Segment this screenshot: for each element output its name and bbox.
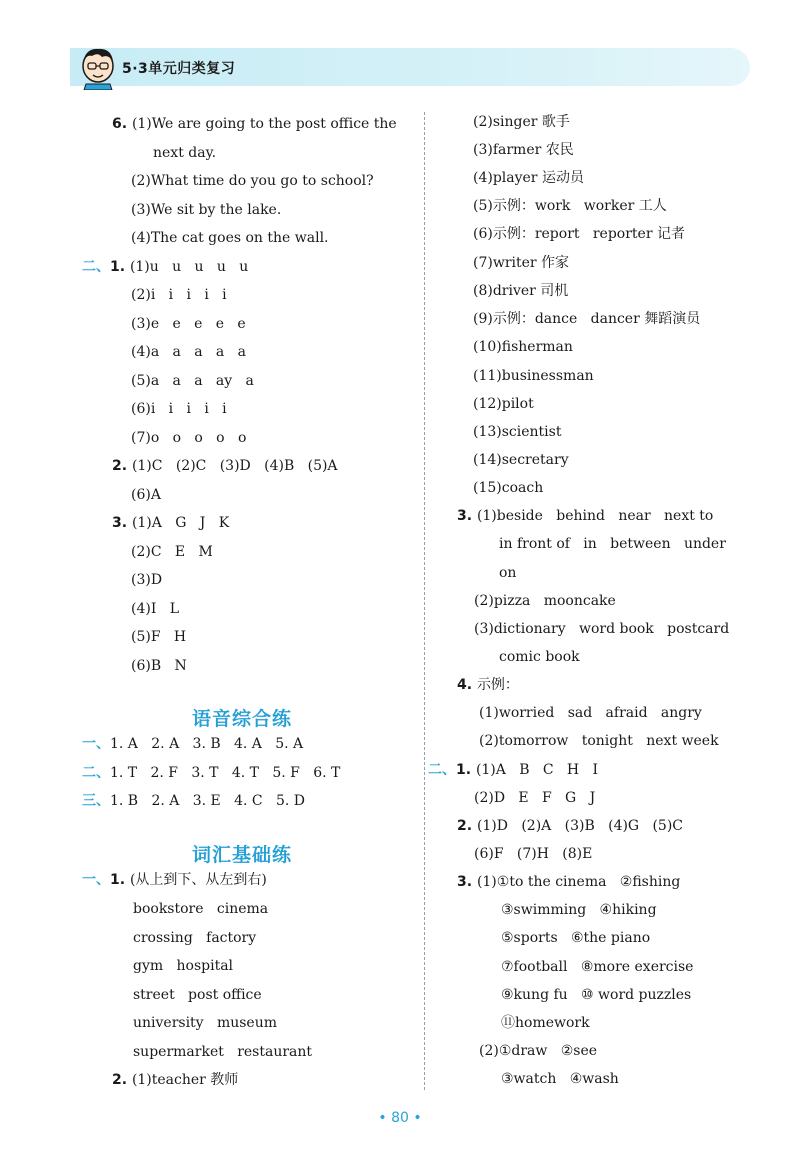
- answer-text: (1)worried sad afraid angry: [479, 705, 702, 721]
- answer-text: (14)secretary: [473, 452, 569, 468]
- answer-line: [501, 957, 693, 977]
- answer-text: (1)We are going to the post office the: [131, 116, 397, 132]
- answer-text: (1)A B C H I: [475, 762, 599, 778]
- answer-line: [473, 224, 685, 244]
- answer-text: (3)e e e e e: [131, 316, 246, 332]
- answer-line: [133, 1013, 277, 1033]
- section-heading-phonics: 语音综合练: [192, 708, 293, 730]
- answer-text: (6)示例：report reporter 记者: [473, 226, 685, 242]
- answer-text: (11)businessman: [473, 368, 594, 384]
- answer-text: (1)D (2)A (3)B (4)G (5)C: [476, 818, 684, 834]
- answer-text: in front of in between under: [499, 536, 726, 552]
- answer-text: (7)writer 作家: [473, 255, 570, 271]
- answer-line: [501, 1013, 590, 1033]
- page-number: • 80 •: [378, 1110, 422, 1126]
- answer-text: comic book: [499, 649, 580, 665]
- answer-line: [501, 900, 657, 920]
- section-marker: 二、: [428, 762, 456, 778]
- answer-line: [473, 394, 534, 414]
- answer-text: 1. A 2. A 3. B 4. A 5. A: [110, 736, 304, 752]
- answer-line: [473, 281, 568, 301]
- page-title: 5·3单元归类复习: [122, 61, 236, 77]
- answer-text: (1)beside behind near next to: [476, 508, 714, 524]
- answer-line: [131, 314, 246, 334]
- answer-text: gym hospital: [133, 958, 234, 974]
- question-number: 2.: [112, 1072, 132, 1088]
- question-number: 4.: [457, 677, 477, 693]
- answer-line: [131, 627, 186, 647]
- answer-line: [473, 478, 543, 498]
- answer-line: [131, 570, 162, 590]
- answer-text: ⑪homework: [501, 1015, 590, 1031]
- answer-line: [473, 450, 569, 470]
- answer-text: (2)pizza mooncake: [474, 593, 616, 609]
- answer-text: (2)tomorrow tonight next week: [479, 733, 719, 749]
- answer-line: [499, 534, 726, 554]
- answer-line: [499, 647, 580, 667]
- question-number: 3.: [457, 874, 477, 890]
- answer-line: [133, 1042, 312, 1062]
- answer-line: [473, 196, 667, 216]
- answer-text: ③swimming ④hiking: [501, 902, 657, 918]
- answer-line: [82, 257, 248, 277]
- answer-line: [131, 656, 187, 676]
- answer-line: [131, 542, 213, 562]
- answer-text: ⑨kung fu ⑩ word puzzles: [501, 987, 692, 1003]
- answer-line: [133, 956, 233, 976]
- answer-text: (2)What time do you go to school?: [131, 173, 374, 189]
- answer-line: [473, 112, 570, 132]
- answer-line: [133, 928, 256, 948]
- answer-line: [474, 844, 592, 864]
- answer-text: (2)①draw ②see: [479, 1043, 598, 1059]
- answer-line: [82, 763, 340, 783]
- answer-text: crossing factory: [133, 930, 257, 946]
- answer-line: [479, 731, 719, 751]
- answer-text: 1. T 2. F 3. T 4. T 5. F 6. T: [110, 765, 341, 781]
- section-marker: 一、: [82, 872, 110, 888]
- answer-line: [457, 816, 683, 836]
- answer-text: (4)a a a a a: [131, 344, 246, 360]
- question-number: 3.: [112, 515, 132, 531]
- answer-line: [457, 675, 519, 695]
- answer-line: [473, 422, 561, 442]
- answer-text: (4)The cat goes on the wall.: [131, 230, 329, 246]
- answer-text: (6)i i i i i: [131, 401, 227, 417]
- answer-text: (5)示例：work worker 工人: [473, 198, 667, 214]
- answer-line: [82, 791, 305, 811]
- section-heading-vocab: 词汇基础练: [192, 844, 293, 866]
- answer-line: [474, 619, 729, 639]
- answer-line: [112, 513, 229, 533]
- answer-line: [153, 143, 216, 163]
- answer-line: [131, 228, 329, 248]
- answer-line: [131, 485, 161, 505]
- answer-text: (6)B N: [131, 658, 187, 674]
- answer-text: university museum: [133, 1015, 277, 1031]
- section-marker: 三、: [82, 793, 110, 809]
- answer-line: [473, 253, 569, 273]
- answer-text: (1)①to the cinema ②fishing: [476, 874, 681, 890]
- answer-text: (2)D E F G J: [474, 790, 596, 806]
- answer-line: [479, 1041, 597, 1061]
- answer-text: (4)player 运动员: [473, 170, 584, 186]
- answer-line: [501, 928, 650, 948]
- answer-line: [131, 599, 179, 619]
- answer-text: (3)dictionary word book postcard: [474, 621, 730, 637]
- answer-line: [112, 456, 338, 476]
- answer-text: (2)C E M: [131, 544, 213, 560]
- answer-line: [82, 870, 267, 890]
- answer-text: (7)o o o o o: [131, 430, 247, 446]
- question-number: 1.: [110, 259, 130, 275]
- answer-text: (3)farmer 农民: [473, 142, 574, 158]
- answer-text: next day.: [153, 145, 217, 161]
- question-number: 3.: [457, 508, 477, 524]
- answer-line: [131, 371, 254, 391]
- answer-text: street post office: [133, 987, 262, 1003]
- answer-line: [131, 171, 374, 191]
- answer-line: [457, 872, 680, 892]
- question-number: 2.: [112, 458, 132, 474]
- answer-text: 示例：: [476, 677, 519, 693]
- answer-text: (1)teacher 教师: [131, 1072, 239, 1088]
- answer-text: (2)singer 歌手: [473, 114, 570, 130]
- answer-text: (5)F H: [131, 629, 187, 645]
- answer-text: bookstore cinema: [133, 901, 269, 917]
- answer-text: (从上到下、从左到右): [129, 872, 267, 888]
- answer-text: (13)scientist: [473, 424, 562, 440]
- answer-line: [131, 285, 227, 305]
- answer-text: (15)coach: [473, 480, 544, 496]
- column-divider: [424, 112, 425, 1090]
- answer-line: [131, 399, 227, 419]
- answer-text: (5)a a a ay a: [131, 373, 254, 389]
- section-marker: 二、: [82, 259, 110, 275]
- question-number: 1.: [110, 872, 130, 888]
- answer-text: (4)I L: [131, 601, 180, 617]
- answer-text: (2)i i i i i: [131, 287, 227, 303]
- answer-text: (6)A: [131, 487, 161, 503]
- answer-text: ⑦football ⑧more exercise: [501, 959, 694, 975]
- answer-line: [457, 506, 713, 526]
- answer-text: (6)F (7)H (8)E: [474, 846, 593, 862]
- question-number: 6.: [112, 116, 132, 132]
- answer-text: (1)u u u u u: [129, 259, 249, 275]
- answer-text: supermarket restaurant: [133, 1044, 313, 1060]
- answer-text: ③watch ④wash: [501, 1071, 619, 1087]
- question-number: 2.: [457, 818, 477, 834]
- answer-text: ⑤sports ⑥the piano: [501, 930, 651, 946]
- answer-text: (3)D: [131, 572, 163, 588]
- answer-text: (3)We sit by the lake.: [131, 202, 282, 218]
- answer-line: [133, 899, 268, 919]
- answer-line: [499, 563, 516, 583]
- answer-line: [473, 140, 574, 160]
- answer-text: (10)fisherman: [473, 339, 573, 355]
- answer-line: [474, 591, 616, 611]
- answer-line: [501, 985, 691, 1005]
- answer-line: [82, 734, 303, 754]
- answer-line: [474, 788, 595, 808]
- answer-text: (9)示例：dance dancer 舞蹈演员: [473, 311, 701, 327]
- answer-line: [428, 760, 598, 780]
- answer-text: (1)C (2)C (3)D (4)B (5)A: [131, 458, 338, 474]
- answer-text: (1)A G J K: [131, 515, 230, 531]
- answer-line: [479, 703, 702, 723]
- section-marker: 二、: [82, 765, 110, 781]
- question-number: 1.: [456, 762, 476, 778]
- answer-text: 1. B 2. A 3. E 4. C 5. D: [110, 793, 305, 809]
- answer-line: [473, 337, 573, 357]
- answer-text: (8)driver 司机: [473, 283, 569, 299]
- answer-text: on: [499, 565, 517, 581]
- answer-line: [131, 200, 281, 220]
- answer-line: [133, 985, 262, 1005]
- answer-text: (12)pilot: [473, 396, 534, 412]
- answer-line: [473, 366, 594, 386]
- answer-line: [131, 428, 246, 448]
- section-marker: 一、: [82, 736, 110, 752]
- mascot-icon: [78, 44, 118, 90]
- answer-line: [112, 1070, 238, 1090]
- answer-line: [131, 342, 246, 362]
- answer-line: [473, 309, 700, 329]
- answer-line: [501, 1069, 619, 1089]
- answer-line: [112, 114, 397, 134]
- answer-line: [473, 168, 584, 188]
